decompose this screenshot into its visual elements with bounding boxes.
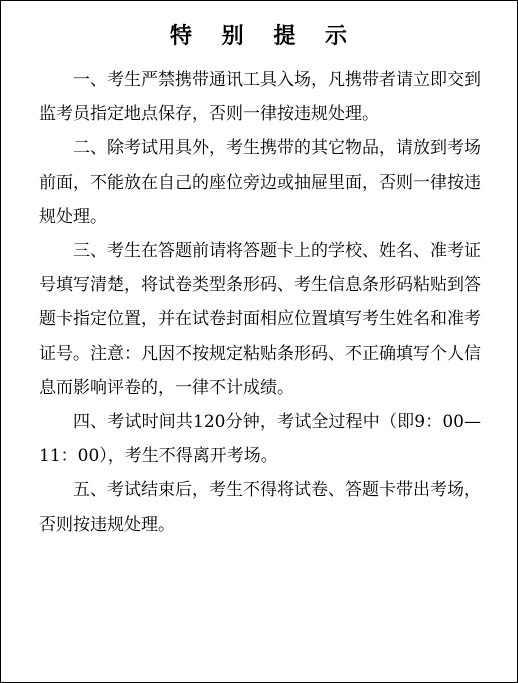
notice-item-2: 二、除考试用具外，考生携带的其它物品，请放到考场前面，不能放在自己的座位旁边或抽屉里面，否则一律按违规处理。 <box>39 138 481 227</box>
notice-item-5: 五、考试结束后，考生不得将试卷、答题卡带出考场，否则按违规处理。 <box>39 480 481 535</box>
notice-title: 特 别 提 示 <box>170 24 358 49</box>
notice-item-1: 一、考生严禁携带通讯工具入场，凡携带者请立即交到监考员指定地点保存，否则一律按违规处理。 <box>39 70 481 125</box>
notice-item-3: 三、考生在答题前请将答题卡上的学校、姓名、准考证号填写清楚，将试卷类型条形码、考生信息条形码粘贴到答题卡指定位置，并在试卷封面相应位置填写考生姓名和准考证号。注意：凡因不按规定粘贴条形码、不正确填写个人信息而影响评卷的，一律不计成绩。 <box>39 241 481 398</box>
notice-body <box>39 63 481 542</box>
notice-item-4: 四、考试时间共120分钟，考试全过程中（即9：00—11：00），考生不得离开考场。 <box>39 412 481 467</box>
